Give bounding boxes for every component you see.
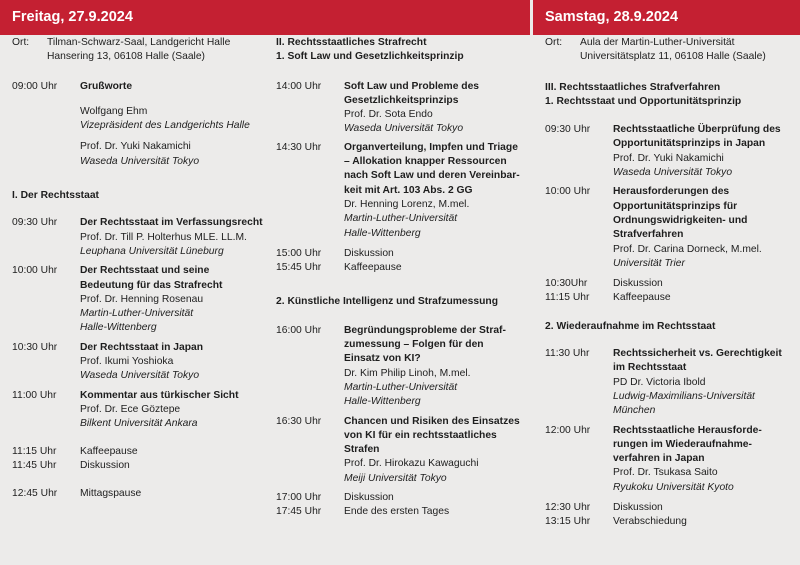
entry-affiliation: Universität Trier xyxy=(613,257,685,269)
entry-time: 13:15 Uhr xyxy=(545,516,591,528)
break-label: Kaffeepause xyxy=(80,445,138,457)
entry-time: 14:00 Uhr xyxy=(276,80,322,92)
entry-speaker: Prof. Dr. Yuki Nakamichi xyxy=(613,152,724,164)
talk-title: rungen im Wiederaufnahme- xyxy=(613,438,752,450)
friday-afternoon-column xyxy=(276,36,532,520)
talk-entry xyxy=(12,341,272,384)
break-label: Diskussion xyxy=(344,492,394,504)
talk-entry xyxy=(276,141,532,241)
subsection-heading: 2. Künstliche Intelligenz und Strafzumessung xyxy=(276,296,498,308)
venue-label: Ort: xyxy=(545,37,563,48)
entry-affiliation: Vizepräsident des Landgerichts Halle xyxy=(80,120,250,132)
talk-title: Einsatz von KI? xyxy=(344,353,421,365)
break-entry xyxy=(276,505,532,519)
break-entry xyxy=(545,501,797,515)
entry-time: 11:30 Uhr xyxy=(545,348,590,360)
entry-time: 17:45 Uhr xyxy=(276,506,322,518)
talk-title: Ordnungswidrigkeiten- und xyxy=(613,214,748,226)
talk-title: Rechtsstaatliche Herausforde- xyxy=(613,424,762,436)
entry-time: 11:15 Uhr xyxy=(545,292,590,304)
talk-title: Der Rechtsstaat in Japan xyxy=(80,341,204,353)
talk-entry xyxy=(545,185,797,271)
talk-title: Kommentar aus türkischer Sicht xyxy=(80,389,239,401)
break-label: Verabschiedung xyxy=(613,516,687,528)
talk-title: Der Rechtsstaat und seine xyxy=(80,265,210,277)
entry-speaker: Prof. Dr. Sota Endo xyxy=(344,109,433,121)
entry-affiliation: Leuphana Universität Lüneburg xyxy=(80,245,224,257)
talk-title: zumessung – Folgen für den xyxy=(344,339,484,351)
break-entry xyxy=(276,247,532,261)
entry-time: 16:00 Uhr xyxy=(276,324,322,336)
subsection-heading: 1. Rechtsstaat und Opportunitätsprinzip xyxy=(545,95,742,107)
talk-entry xyxy=(12,264,272,335)
entry-time: 11:45 Uhr xyxy=(12,459,57,471)
greeting-entry xyxy=(12,80,272,169)
talk-entry xyxy=(545,123,797,180)
talk-title: – Allokation knapper Ressourcen xyxy=(344,156,507,168)
talk-title: Strafen xyxy=(344,444,380,456)
entry-affiliation: Halle-Wittenberg xyxy=(344,396,421,408)
entry-affiliation: Martin-Luther-Universität xyxy=(344,213,458,225)
talk-title: im Rechtsstaat xyxy=(613,362,687,374)
talk-title: von KI für ein rechtsstaatliches xyxy=(344,429,497,441)
entry-time: 09:00 Uhr xyxy=(12,80,58,92)
break-label: Diskussion xyxy=(80,459,130,471)
entry-speaker: Prof. Dr. Carina Dorneck, M.mel. xyxy=(613,243,762,255)
saturday-header: Samstag, 28.9.2024 xyxy=(533,0,800,35)
talk-title: Der Rechtsstaat im Verfassungsrecht xyxy=(80,217,263,229)
entry-affiliation: Waseda Universität Tokyo xyxy=(613,167,733,179)
entry-time: 15:45 Uhr xyxy=(276,262,322,274)
subsection-heading: 1. Soft Law und Gesetzlichkeitsprinzip xyxy=(276,51,464,63)
talk-title: Herausforderungen des xyxy=(613,186,730,198)
entry-affiliation: Martin-Luther-Universität xyxy=(80,308,194,320)
entry-time: 15:00 Uhr xyxy=(276,247,322,259)
talk-entry xyxy=(276,324,532,410)
entry-time: 16:30 Uhr xyxy=(276,415,322,427)
entry-time: 11:00 Uhr xyxy=(12,389,57,401)
section-heading: III. Rechtsstaatliches Strafverfahren xyxy=(545,81,721,93)
entry-affiliation: Waseda Universität Tokyo xyxy=(80,155,200,167)
entry-speaker: Prof. Ikumi Yoshioka xyxy=(80,356,174,368)
entry-affiliation: Martin-Luther-Universität xyxy=(344,381,458,393)
venue xyxy=(12,36,272,65)
talk-entry xyxy=(12,389,272,432)
talk-title: Opportunitätsprinzips für xyxy=(613,200,738,212)
break-entry xyxy=(276,491,532,505)
talk-title: Strafverfahren xyxy=(613,229,684,241)
break-label: Kaffeepause xyxy=(613,292,671,304)
break-entry xyxy=(12,445,272,459)
talk-title: Soft Law und Probleme des xyxy=(344,80,480,92)
entry-speaker: Prof. Dr. Henning Rosenau xyxy=(80,293,204,305)
break-entry xyxy=(12,459,272,473)
entry-affiliation: Halle-Wittenberg xyxy=(344,227,421,239)
entry-time: 10:30 Uhr xyxy=(12,341,58,353)
break-label: Diskussion xyxy=(344,247,394,259)
break-entry xyxy=(545,277,797,291)
break-entry xyxy=(545,515,797,529)
talk-entry xyxy=(276,80,532,137)
entry-speaker: Prof. Dr. Yuki Nakamichi xyxy=(80,141,191,153)
entry-time: 10:00 Uhr xyxy=(12,265,58,277)
talk-title: Bedeutung für das Strafrecht xyxy=(80,279,223,291)
entry-speaker: Wolfgang Ehm xyxy=(80,105,148,117)
talk-entry xyxy=(276,415,532,486)
venue-line: Tilman-Schwarz-Saal, Landgericht Halle xyxy=(47,37,231,48)
entry-affiliation: Waseda Universität Tokyo xyxy=(344,123,464,135)
talk-title: keit mit Art. 103 Abs. 2 GG xyxy=(344,184,473,196)
entry-speaker: PD Dr. Victoria Ibold xyxy=(613,376,706,388)
entry-time: 12:30 Uhr xyxy=(545,502,591,514)
talk-title: Rechtsstaatliche Überprüfung des xyxy=(613,124,781,136)
friday-column xyxy=(12,36,272,501)
entry-speaker: Dr. Kim Philip Linoh, M.mel. xyxy=(344,367,471,379)
entry-time: 12:45 Uhr xyxy=(12,488,58,500)
talk-title: Begründungsprobleme der Straf- xyxy=(344,324,506,336)
break-label: Ende des ersten Tages xyxy=(344,506,450,518)
break-entry xyxy=(545,291,797,305)
entry-affiliation: Waseda Universität Tokyo xyxy=(80,370,200,382)
talk-title: Rechtssicherheit vs. Gerechtigkeit xyxy=(613,348,782,360)
entry-title: Grußworte xyxy=(80,80,133,92)
talk-entry xyxy=(545,347,797,418)
talk-title: Organverteilung, Impfen und Triage xyxy=(344,141,518,153)
venue-line: Universitätsplatz 11, 06108 Halle (Saale) xyxy=(580,51,766,63)
talk-title: nach Soft Law und deren Vereinbar- xyxy=(344,170,520,182)
break-label: Diskussion xyxy=(613,502,663,514)
friday-header: Freitag, 27.9.2024 xyxy=(0,0,530,35)
entry-speaker: Dr. Henning Lorenz, M.mel. xyxy=(344,198,470,210)
talk-title: verfahren in Japan xyxy=(613,453,705,465)
entry-time: 14:30 Uhr xyxy=(276,141,322,153)
venue-label: Ort: xyxy=(12,37,30,48)
entry-affiliation: München xyxy=(613,405,656,417)
talk-title: Chancen und Risiken des Einsatzes xyxy=(344,415,520,427)
entry-time: 10:30Uhr xyxy=(545,278,588,290)
entry-affiliation: Halle-Wittenberg xyxy=(80,322,157,334)
entry-speaker: Prof. Dr. Hirokazu Kawaguchi xyxy=(344,458,479,470)
break-label: Diskussion xyxy=(613,278,663,290)
entry-time: 12:00 Uhr xyxy=(545,424,591,436)
section-heading: I. Der Rechtsstaat xyxy=(12,190,99,202)
section-heading: II. Rechtsstaatliches Strafrecht xyxy=(276,37,427,48)
venue-line: Aula der Martin-Luther-Universität xyxy=(580,37,735,48)
entry-speaker: Prof. Dr. Ece Göztepe xyxy=(80,403,181,415)
entry-affiliation: Ludwig-Maximilians-Universität xyxy=(613,390,755,402)
venue-line: Hansering 13, 06108 Halle (Saale) xyxy=(47,51,205,63)
entry-time: 10:00 Uhr xyxy=(545,186,591,198)
talk-entry xyxy=(545,424,797,495)
entry-time: 09:30 Uhr xyxy=(12,217,58,229)
entry-affiliation: Meiji Universität Tokyo xyxy=(344,472,447,484)
entry-affiliation: Bilkent Universität Ankara xyxy=(80,418,198,430)
break-entry xyxy=(276,261,532,275)
entry-speaker: Prof. Dr. Till P. Holterhus MLE. LL.M. xyxy=(80,231,247,243)
entry-speaker: Prof. Dr. Tsukasa Saito xyxy=(613,467,718,479)
entry-time: 17:00 Uhr xyxy=(276,492,322,504)
talk-title: Opportunitätsprinzips in Japan xyxy=(613,138,766,150)
break-label: Kaffeepause xyxy=(344,262,402,274)
saturday-column xyxy=(545,36,797,530)
break-entry xyxy=(12,487,272,501)
subsection-heading: 2. Wiederaufnahme im Rechtsstaat xyxy=(545,320,716,332)
talk-title: Gesetzlichkeitsprinzips xyxy=(344,94,459,106)
talk-entry xyxy=(12,216,272,259)
entry-affiliation: Ryukoku Universität Kyoto xyxy=(613,481,734,493)
entry-time: 11:15 Uhr xyxy=(12,445,57,457)
venue xyxy=(545,36,797,65)
entry-time: 09:30 Uhr xyxy=(545,124,591,136)
break-label: Mittagspause xyxy=(80,488,142,500)
